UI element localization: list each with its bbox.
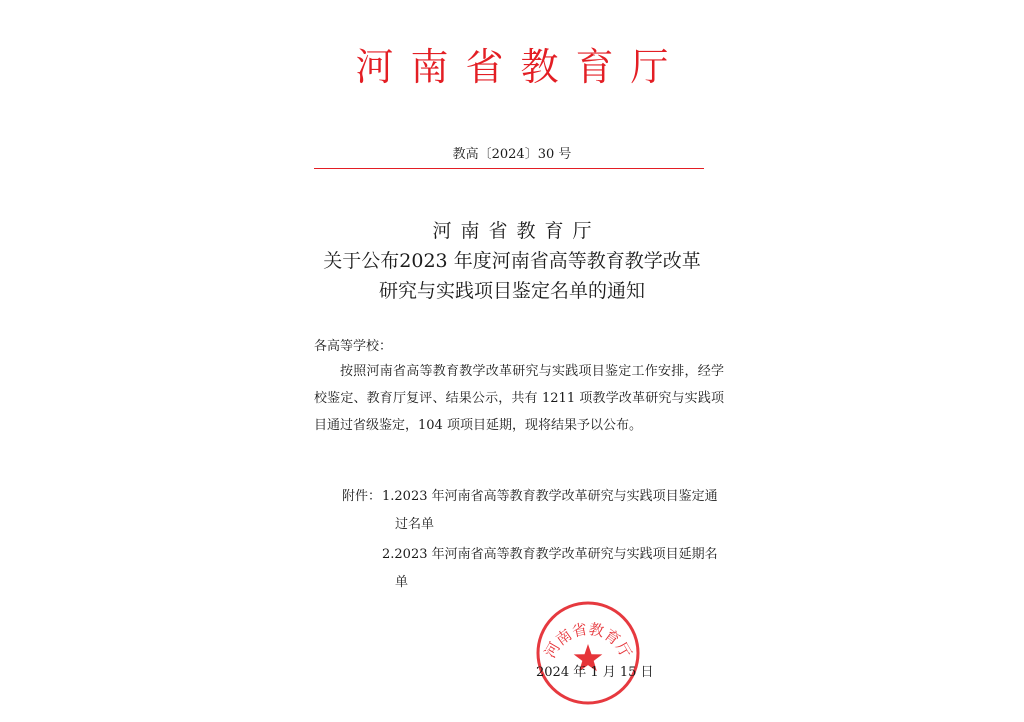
title-line-1: 关于公布2023 年度河南省高等教育教学改革 [323,250,701,272]
document-number: 教高〔2024〕30 号 [452,147,572,162]
attachments-label: 附件： [342,489,382,504]
title-line-2: 研究与实践项目鉴定名单的通知 [378,280,645,302]
document-title [0,216,1024,306]
seal-text: 河南省教育厅 [540,619,636,661]
document-date: 2024 年 1 月 15 日 [536,665,654,680]
body-paragraph: 按照河南省高等教育教学改革研究与实践项目鉴定工作安排，经学校鉴定、教育厅复评、结果公示，共有 1211 项教学改革研究与实践项目通过省级鉴定，104 项项目延期，现将结果予以公布。 [314,364,724,433]
attachments [342,483,722,599]
official-seal [535,600,641,706]
attachment-item: 2.2023 年河南省高等教育教学改革研究与实践项目延期名单 [382,547,718,590]
salutation: 各高等学校： [314,339,393,354]
org-header: 河南省教育厅 [355,45,686,89]
attachments-list [382,483,722,599]
attachment-item: 1.2023 年河南省高等教育教学改革研究与实践项目鉴定通过名单 [382,489,718,532]
title-organization: 河南省教育厅 [432,220,601,242]
header-divider [314,168,704,169]
